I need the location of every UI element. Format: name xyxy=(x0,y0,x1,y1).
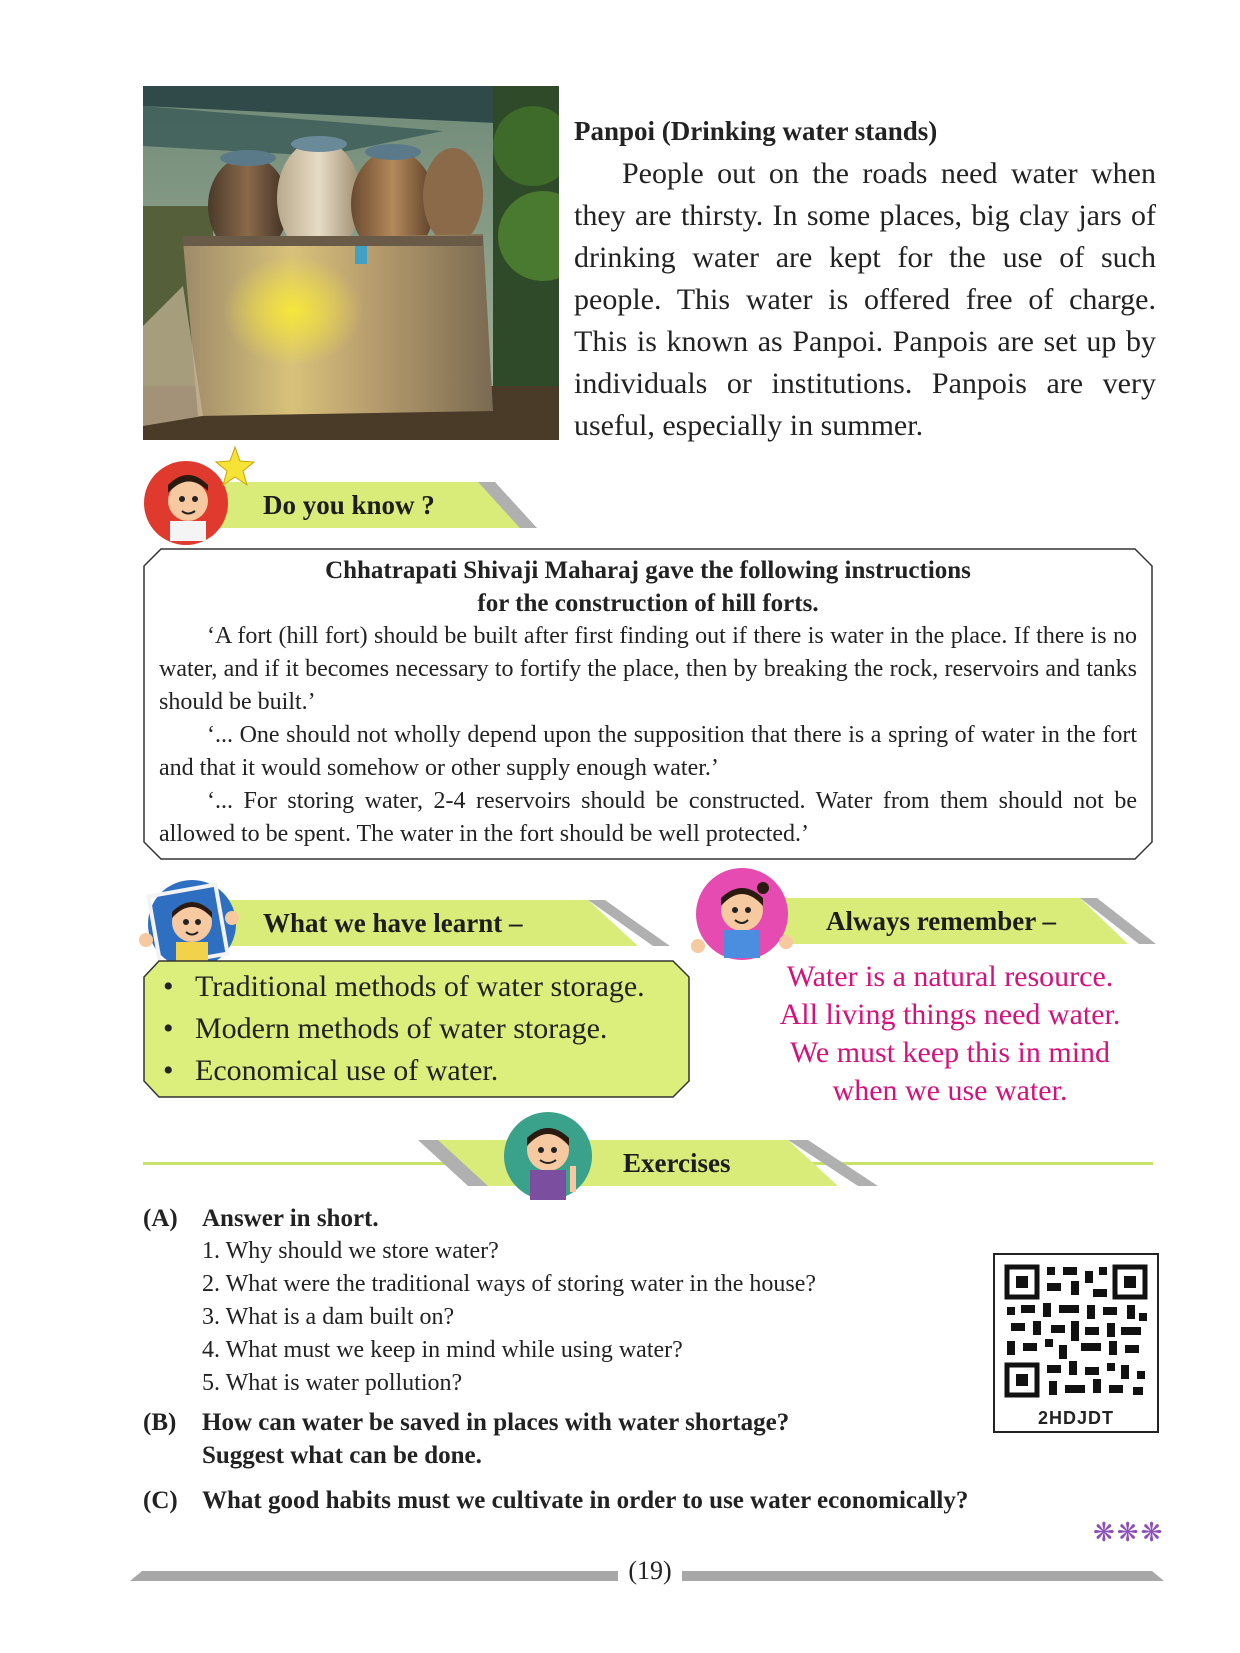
learnt-box xyxy=(143,960,690,1098)
question-item: 5. What is water pollution? xyxy=(202,1370,463,1396)
exercise-c-text: What good habits must we cultivate in order to use water economically? xyxy=(202,1487,969,1514)
question-item: 3. What is a dam built on? xyxy=(202,1304,455,1330)
exercises-banner xyxy=(418,1138,884,1188)
exercise-c xyxy=(143,1484,1103,1517)
heading-line-2: for the construction of hill forts. xyxy=(477,590,819,617)
qr-code-icon xyxy=(1001,1261,1151,1401)
panpoi-title: Panpoi (Drinking water stands) xyxy=(574,116,938,146)
do-you-know-box xyxy=(143,548,1153,860)
exercise-b-line-2: Suggest what can be done. xyxy=(202,1442,482,1469)
question-item: 2. What were the traditional ways of storing water in the house? xyxy=(202,1271,817,1297)
learnt-item: • Economical use of water. xyxy=(161,1050,645,1092)
footer-rule-right xyxy=(682,1568,1164,1578)
cartoon-girl-pointing-icon xyxy=(690,866,800,966)
end-mark: ❋❋❋ xyxy=(1093,1518,1165,1547)
remember-line: Water is a natural resource. xyxy=(786,960,1114,993)
heading-line-1: Chhatrapati Shivaji Maharaj gave the following instructions xyxy=(325,557,971,584)
qr-code-box[interactable] xyxy=(993,1253,1159,1433)
exercise-b xyxy=(143,1406,1103,1472)
remember-line: All living things need water. xyxy=(779,998,1121,1031)
learnt-list xyxy=(161,966,645,1092)
remember-line: when we use water. xyxy=(832,1074,1068,1107)
what-we-have-learnt-label: What we have learnt – xyxy=(263,908,523,938)
quote-paragraph-3: ‘... For storing water, 2-4 reservoirs should be constructed. Water from them should not be allowed to be spent. The water in the fort should be well protected.’ xyxy=(159,788,1137,847)
exercise-a xyxy=(143,1202,1103,1400)
question-item: 1. Why should we store water? xyxy=(202,1238,499,1264)
exercises-section xyxy=(143,1202,1103,1517)
do-you-know-heading xyxy=(159,554,1137,620)
panpoi-photo xyxy=(143,86,559,440)
always-remember-text xyxy=(735,958,1165,1110)
qr-code-label: 2HDJDT xyxy=(1037,1408,1114,1428)
question-item: 4. What must we keep in mind while using water? xyxy=(202,1337,683,1363)
cartoon-boy-exercises-icon xyxy=(496,1108,604,1208)
learnt-item: • Traditional methods of water storage. xyxy=(161,966,645,1008)
quote-paragraph-1: ‘A fort (hill fort) should be built after first finding out if there is water in the place. If there is no water, and if it becomes necessary to fortify the place, then by breaking the rock, reservoirs and tanks should be built.’ xyxy=(159,623,1137,715)
always-remember-label: Always remember – xyxy=(826,906,1056,936)
quote-paragraph-2: ‘... One should not wholly depend upon the supposition that there is a spring of water in the fort and that it would somehow or other supply enough water.’ xyxy=(159,722,1137,781)
learnt-item: • Modern methods of water storage. xyxy=(161,1008,645,1050)
do-you-know-label: Do you know ? xyxy=(263,490,435,520)
exercise-a-title: Answer in short. xyxy=(202,1205,379,1232)
footer-rule-left xyxy=(130,1568,618,1578)
exercises-label: Exercises xyxy=(623,1148,731,1178)
cartoon-boy-thinking-icon xyxy=(140,445,255,545)
panpoi-section xyxy=(574,116,1156,447)
exercise-b-label: (B) xyxy=(143,1409,177,1436)
panpoi-body: People out on the roads need water when they are thirsty. In some places, big clay jars of drinking water are kept for the use of such people. This water is offered free of charge. This is known as Panpoi. Panpois are set up by individuals or institutions. Panpois are very useful, especially in summer. xyxy=(574,157,1156,442)
remember-line: We must keep this in mind xyxy=(789,1036,1111,1069)
exercise-b-line-1: How can water be saved in places with water shortage? xyxy=(202,1409,790,1436)
exercise-a-label: (A) xyxy=(143,1205,178,1232)
page-number: (19) xyxy=(628,1556,672,1585)
exercise-c-label: (C) xyxy=(143,1487,178,1514)
